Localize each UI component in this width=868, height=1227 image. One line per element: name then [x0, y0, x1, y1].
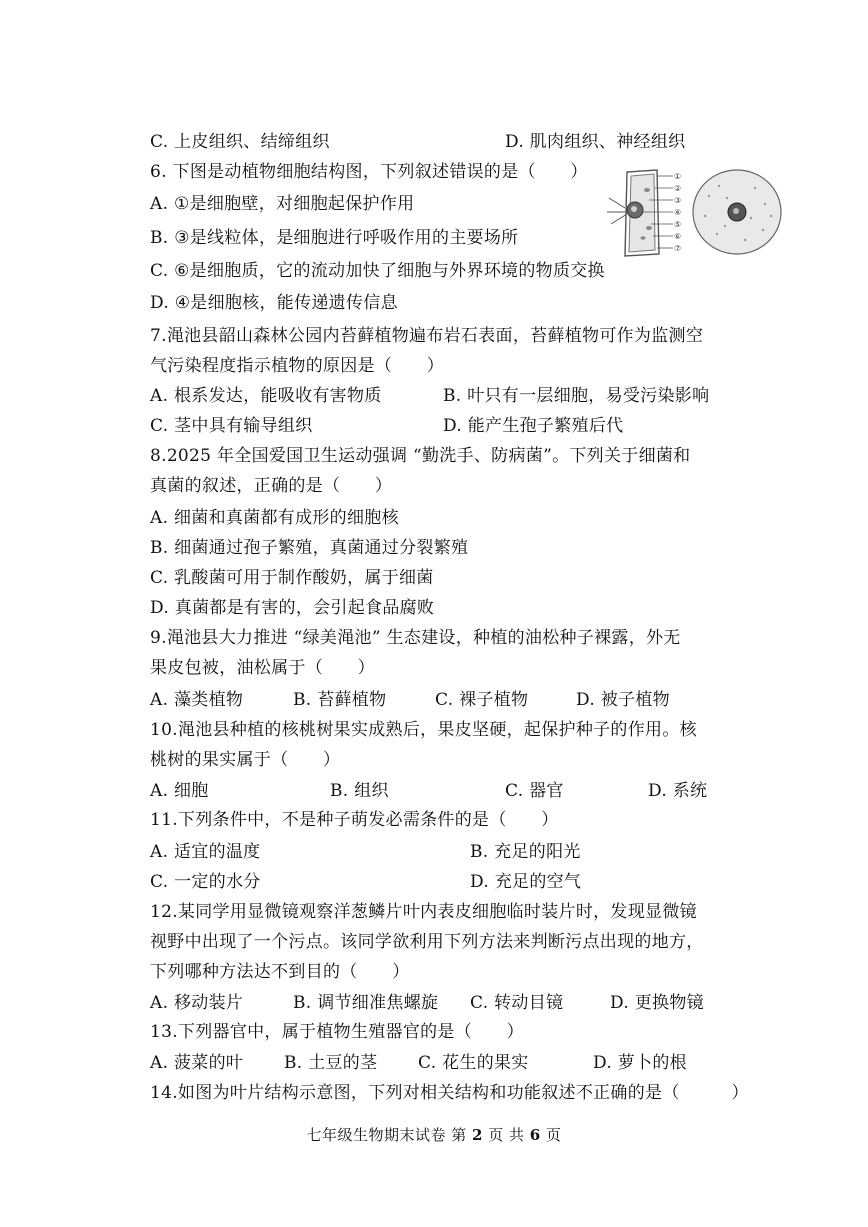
q9-option-d: D. 被子植物: [576, 690, 670, 710]
q6-stem: 6. 下图是动植物细胞结构图，下列叙述错误的是（ ）: [150, 162, 588, 182]
figure-label-3: ③: [674, 196, 682, 205]
q10-option-b: B. 组织: [330, 781, 389, 801]
q9-stem-line-1: 9.渑池县大力推进 “绿美渑池” 生态建设，种植的油松种子裸露，外无: [150, 628, 681, 648]
figure-label-7: ⑦: [674, 244, 682, 253]
footer-total-pages: 6: [529, 1126, 541, 1144]
footer-text-b: 页 共: [488, 1126, 525, 1144]
q7-option-b: B. 叶只有一层细胞，易受污染影响: [443, 386, 710, 406]
cell-structure-figure: [605, 168, 785, 258]
q6-option-d: D. ④是细胞核，能传递遗传信息: [150, 293, 398, 313]
q6-option-c: C. ⑥是细胞质，它的流动加快了细胞与外界环境的物质交换: [150, 261, 605, 281]
q10-option-a: A. 细胞: [150, 781, 209, 801]
q6-option-b: B. ③是线粒体，是细胞进行呼吸作用的主要场所: [150, 228, 519, 248]
q13-option-d: D. 萝卜的根: [593, 1053, 687, 1073]
q11-stem: 11.下列条件中，不是种子萌发必需条件的是（ ）: [150, 810, 559, 830]
q14-stem: 14.如图为叶片结构示意图，下列对相关结构和功能叙述不正确的是（ ）: [150, 1083, 749, 1103]
q8-option-c: C. 乳酸菌可用于制作酸奶，属于细菌: [150, 568, 434, 588]
q8-stem-line-2: 真菌的叙述，正确的是（ ）: [150, 476, 393, 496]
q13-option-b: B. 土豆的茎: [284, 1053, 378, 1073]
q12-stem-line-3: 下列哪种方法达不到目的（ ）: [150, 962, 410, 982]
q6-option-a: A. ①是细胞壁，对细胞起保护作用: [150, 194, 415, 214]
page-footer: [0, 1124, 868, 1145]
q8-option-a: A. 细菌和真菌都有成形的细胞核: [150, 508, 399, 528]
q9-option-a: A. 藻类植物: [150, 690, 244, 710]
q12-stem-line-2: 视野中出现了一个污点。该同学欲利用下列方法来判断污点出现的地方，: [150, 932, 704, 952]
figure-label-2: ②: [674, 184, 682, 193]
q11-option-d: D. 充足的空气: [470, 872, 582, 892]
q13-option-c: C. 花生的果实: [418, 1053, 529, 1073]
q12-option-d: D. 更换物镜: [610, 993, 704, 1013]
q12-stem-line-1: 12.某同学用显微镜观察洋葱鳞片叶内表皮细胞临时装片时，发现显微镜: [150, 902, 697, 922]
q7-option-d: D. 能产生孢子繁殖后代: [443, 416, 624, 436]
figure-label-4: ④: [674, 208, 682, 217]
footer-text-c: 页: [546, 1126, 562, 1144]
q5-option-c: C. 上皮组织、结缔组织: [150, 132, 330, 152]
q10-option-c: C. 器官: [505, 781, 564, 801]
plant-cell-diagram: [607, 170, 659, 256]
q8-option-d: D. 真菌都是有害的，会引起食品腐败: [150, 598, 435, 618]
q11-option-a: A. 适宜的温度: [150, 842, 261, 862]
animal-cell-diagram: [693, 170, 781, 254]
q7-stem-line-2: 气污染程度指示植物的原因是（ ）: [150, 356, 445, 376]
figure-label-1: ①: [674, 172, 682, 181]
q8-stem-line-1: 8.2025 年全国爱国卫生运动强调 “勤洗手、防病菌”。下列关于细菌和: [150, 446, 691, 466]
q10-option-d: D. 系统: [648, 781, 708, 801]
q13-option-a: A. 菠菜的叶: [150, 1053, 244, 1073]
q9-stem-line-2: 果皮包被，油松属于（ ）: [150, 658, 375, 678]
footer-page-number: 2: [472, 1126, 483, 1144]
figure-label-6: ⑥: [674, 232, 682, 241]
q9-option-b: B. 苔藓植物: [293, 690, 387, 710]
q11-option-b: B. 充足的阳光: [470, 842, 581, 862]
q9-option-c: C. 裸子植物: [435, 690, 529, 710]
q7-option-c: C. 茎中具有输导组织: [150, 416, 313, 436]
q7-stem-line-1: 7.渑池县韶山森林公园内苔藓植物遍布岩石表面，苔藓植物可作为监测空: [150, 326, 704, 346]
q12-option-a: A. 移动装片: [150, 993, 244, 1013]
q10-stem-line-1: 10.渑池县种植的核桃树果实成熟后，果皮坚硬，起保护种子的作用。核: [150, 720, 697, 740]
q7-option-a: A. 根系发达，能吸收有害物质: [150, 386, 382, 406]
figure-label-5: ⑤: [674, 220, 682, 229]
q11-option-c: C. 一定的水分: [150, 872, 261, 892]
q5-option-d: D. 肌肉组织、神经组织: [505, 132, 686, 152]
q12-option-c: C. 转动目镜: [470, 993, 564, 1013]
q8-option-b: B. 细菌通过孢子繁殖，真菌通过分裂繁殖: [150, 538, 469, 558]
q10-stem-line-2: 桃树的果实属于（ ）: [150, 750, 341, 770]
q12-option-b: B. 调节细准焦螺旋: [293, 993, 439, 1013]
footer-text-a: 七年级生物期末试卷 第: [306, 1126, 467, 1144]
q13-stem: 13.下列器官中，属于植物生殖器官的是（ ）: [150, 1022, 524, 1042]
